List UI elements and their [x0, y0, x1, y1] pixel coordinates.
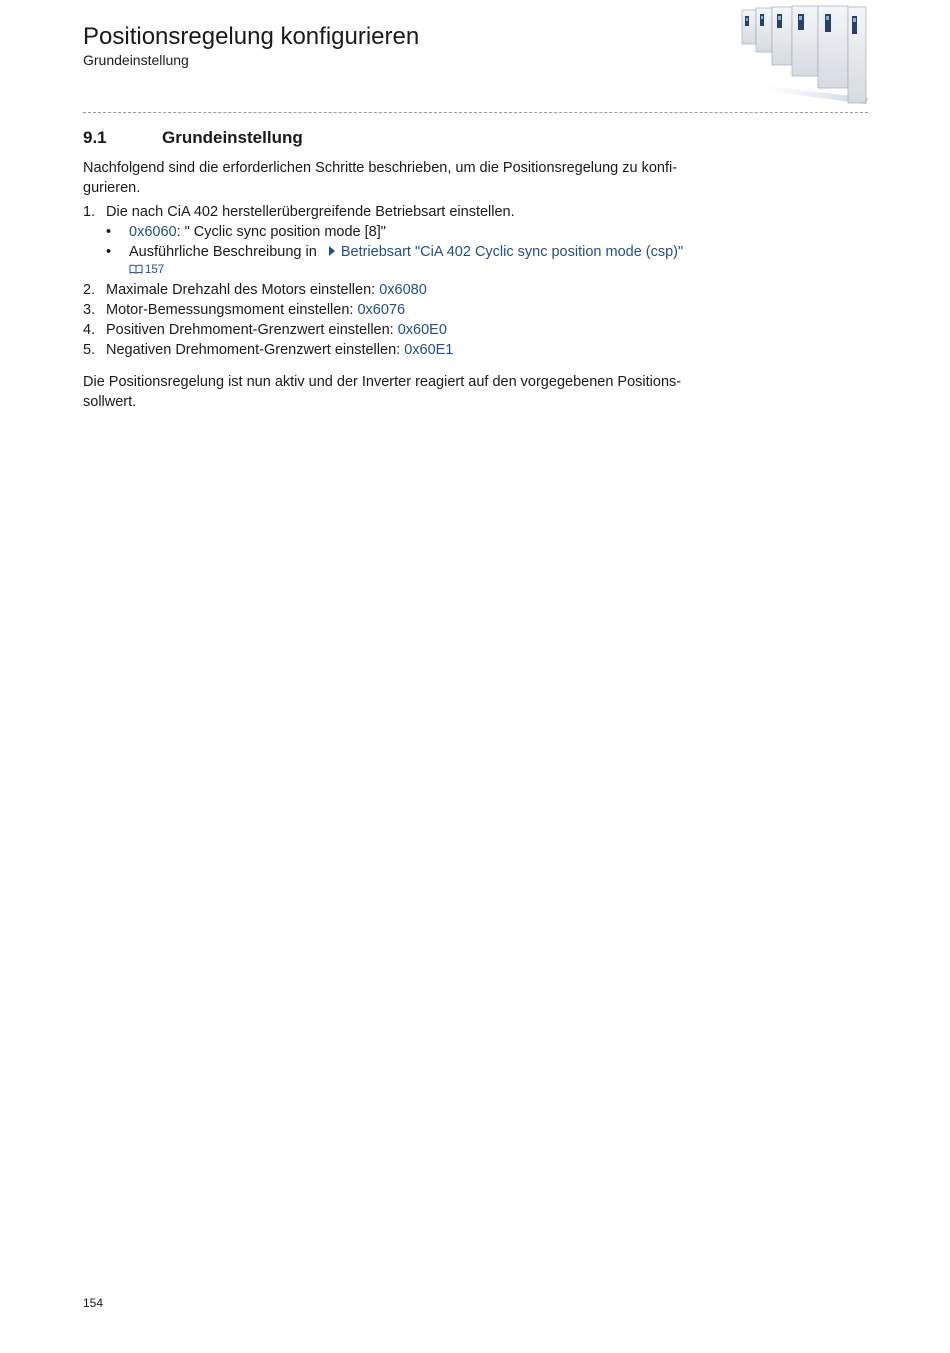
section-heading: [83, 127, 303, 149]
step-text: Motor-Bemessungsmoment einstellen:: [106, 302, 358, 318]
step-number: 3.: [83, 302, 96, 318]
bullet-dot: •: [106, 224, 112, 240]
page-subtitle: Grundeinstellung: [83, 52, 189, 68]
header-divider: [83, 112, 868, 113]
step-text: Negativen Drehmoment-Grenzwert einstellen:: [106, 342, 405, 358]
section-number: 9.1: [83, 128, 107, 147]
list-item-step-3: [83, 300, 703, 320]
bullet-text: Ausführliche Beschreibung in: [129, 244, 321, 260]
step-text: Positiven Drehmoment-Grenzwert einstellen:: [106, 322, 398, 338]
list-item-step-5: [83, 340, 703, 360]
page-title: Positionsregelung konfigurieren: [83, 23, 420, 50]
bullet-item: [83, 242, 703, 262]
book-icon: [129, 264, 143, 274]
section-title: Grundeinstellung: [162, 128, 303, 147]
bullet-text: : " Cyclic sync position mode [8]": [176, 224, 386, 240]
inverter-devices-image: [738, 4, 870, 106]
intro-paragraph: [83, 158, 703, 198]
page-number: 154: [83, 1296, 104, 1310]
triangle-right-icon: [329, 246, 335, 256]
step-number: 2.: [83, 282, 96, 298]
cross-reference-link[interactable]: Betriebsart "CiA 402 Cyclic sync position mode (csp)": [340, 244, 684, 260]
bullet-item: [83, 222, 703, 242]
closing-line: Die Positionsregelung ist nun aktiv und der Inverter reagiert auf den vorgegebenen Positions-: [83, 374, 682, 390]
list-item-step-1: [83, 202, 703, 222]
closing-paragraph: [83, 372, 703, 412]
parameter-link-0x60e1[interactable]: 0x60E1: [404, 342, 454, 358]
main-content: [83, 158, 703, 412]
parameter-link-0x6076[interactable]: 0x6076: [357, 302, 406, 318]
list-item-step-4: [83, 320, 703, 340]
step-number: 1.: [83, 204, 96, 220]
closing-line: sollwert.: [83, 394, 137, 410]
page-reference[interactable]: [83, 262, 703, 280]
parameter-link-0x6080[interactable]: 0x6080: [379, 282, 427, 298]
step-number: 4.: [83, 322, 96, 338]
page-reference-number: 157: [145, 264, 165, 276]
step-number: 5.: [83, 342, 96, 358]
step-text: Die nach CiA 402 herstellerübergreifende Betriebsart einstellen.: [106, 204, 515, 220]
intro-line: gurieren.: [83, 180, 141, 196]
step-text: Maximale Drehzahl des Motors einstellen:: [106, 282, 380, 298]
list-item-step-2: [83, 280, 703, 300]
parameter-link-0x60e0[interactable]: 0x60E0: [397, 322, 447, 338]
intro-line: Nachfolgend sind die erforderlichen Schritte beschrieben, um die Positionsregelung zu konfi-: [83, 160, 678, 176]
bullet-dot: •: [106, 244, 112, 260]
parameter-link-0x6060[interactable]: 0x6060: [129, 224, 177, 240]
